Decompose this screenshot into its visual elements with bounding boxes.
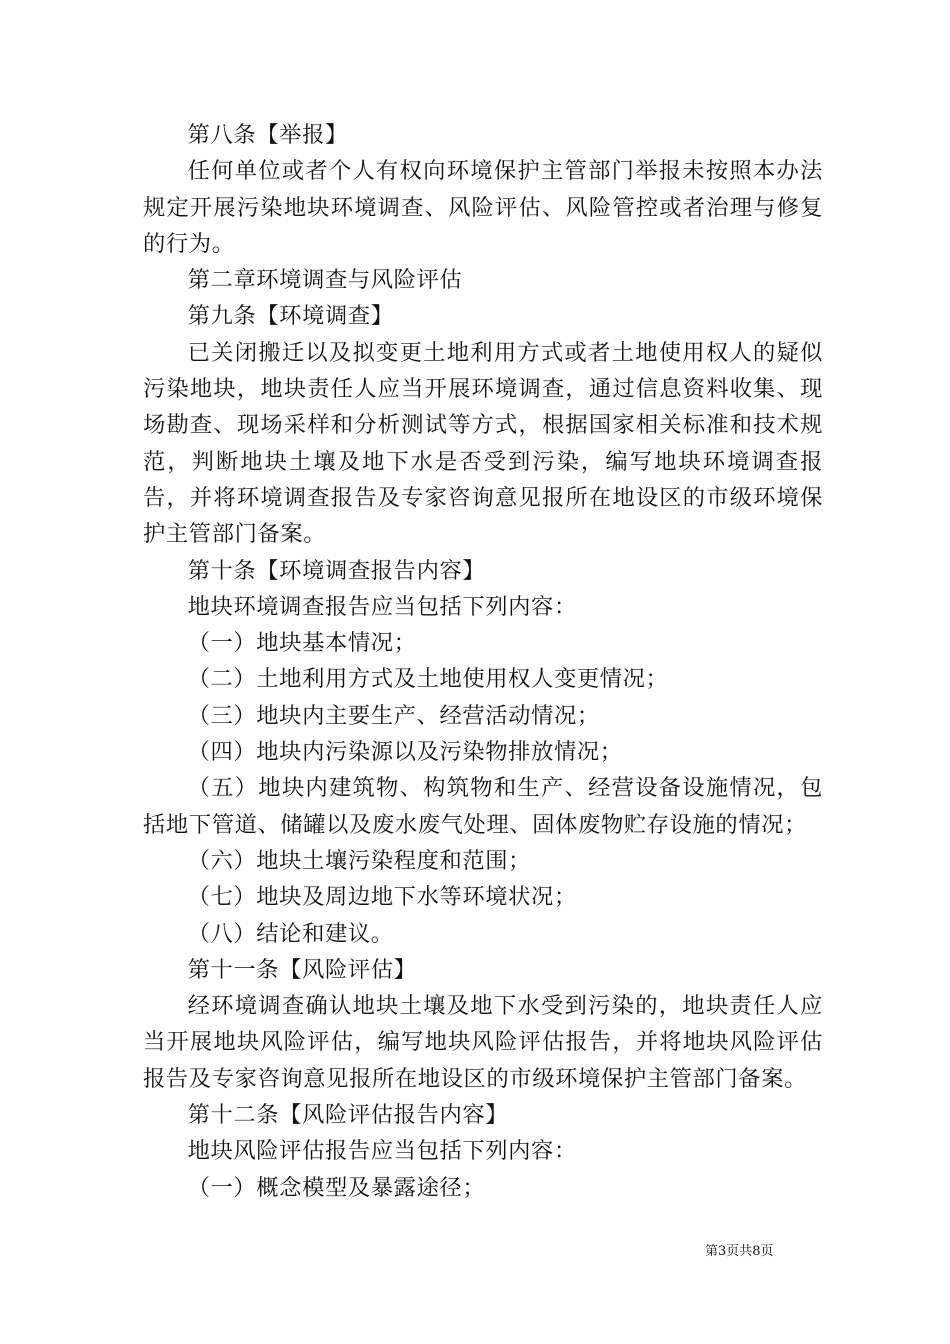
article-11-text: 经环境调查确认地块土壤及地下水受到污染的，地块责任人应当开展地块风险评估，编写地块风险评估报告，并将地块风险评估报告及专家咨询意见报所在地设区的市级环境保护主管部门备案。: [143, 993, 823, 1092]
list-item: （六）地块土壤污染程度和范围；: [187, 847, 532, 874]
document-body: [143, 117, 823, 1206]
article-11-heading: 第十一条【风险评估】: [187, 956, 417, 983]
article-8-text: 任何单位或者个人有权向环境保护主管部门举报未按照本办法规定开展污染地块环境调查、风险评估、风险管控或者治理与修复的行为。: [143, 158, 823, 257]
list-item: （三）地块内主要生产、经营活动情况；: [187, 702, 600, 729]
article-10-intro: 地块环境调查报告应当包括下列内容：: [187, 593, 577, 620]
list-item: （一）地块基本情况；: [187, 630, 417, 657]
page-number: 第3页共8页: [705, 1244, 774, 1259]
chapter-2-heading: 第二章环境调查与风险评估: [187, 267, 463, 294]
article-9-text: 已关闭搬迁以及拟变更土地利用方式或者土地使用权人的疑似污染地块，地块责任人应当开展环境调查，通过信息资料收集、现场勘查、现场采样和分析测试等方式，根据国家相关标准和技术规范，判断地块土壤及地下水是否受到污染，编写地块环境调查报告，并将环境调查报告及专家咨询意见报所在地设区的市级环境保护主管部门备案。: [143, 339, 823, 548]
article-8-heading: 第八条【举报】: [187, 122, 348, 148]
article-12-intro: 地块风险评估报告应当包括下列内容：: [187, 1138, 577, 1165]
list-item: （八）结论和建议。: [187, 920, 394, 947]
list-item: （七）地块及周边地下水等环境状况；: [187, 884, 577, 911]
article-12-heading: 第十二条【风险评估报告内容】: [187, 1102, 509, 1129]
list-item: （二）土地利用方式及土地使用权人变更情况；: [187, 666, 669, 693]
list-item: （四）地块内污染源以及污染物排放情况；: [187, 739, 623, 766]
article-9-heading: 第九条【环境调查】: [187, 303, 394, 330]
list-item: （一）概念模型及暴露途径；: [187, 1174, 486, 1201]
list-item: （五）地块内建筑物、构筑物和生产、经营设备设施情况，包括地下管道、储罐以及废水废气处理、固体废物贮存设施的情况；: [143, 775, 823, 838]
article-10-heading: 第十条【环境调查报告内容】: [187, 557, 486, 584]
